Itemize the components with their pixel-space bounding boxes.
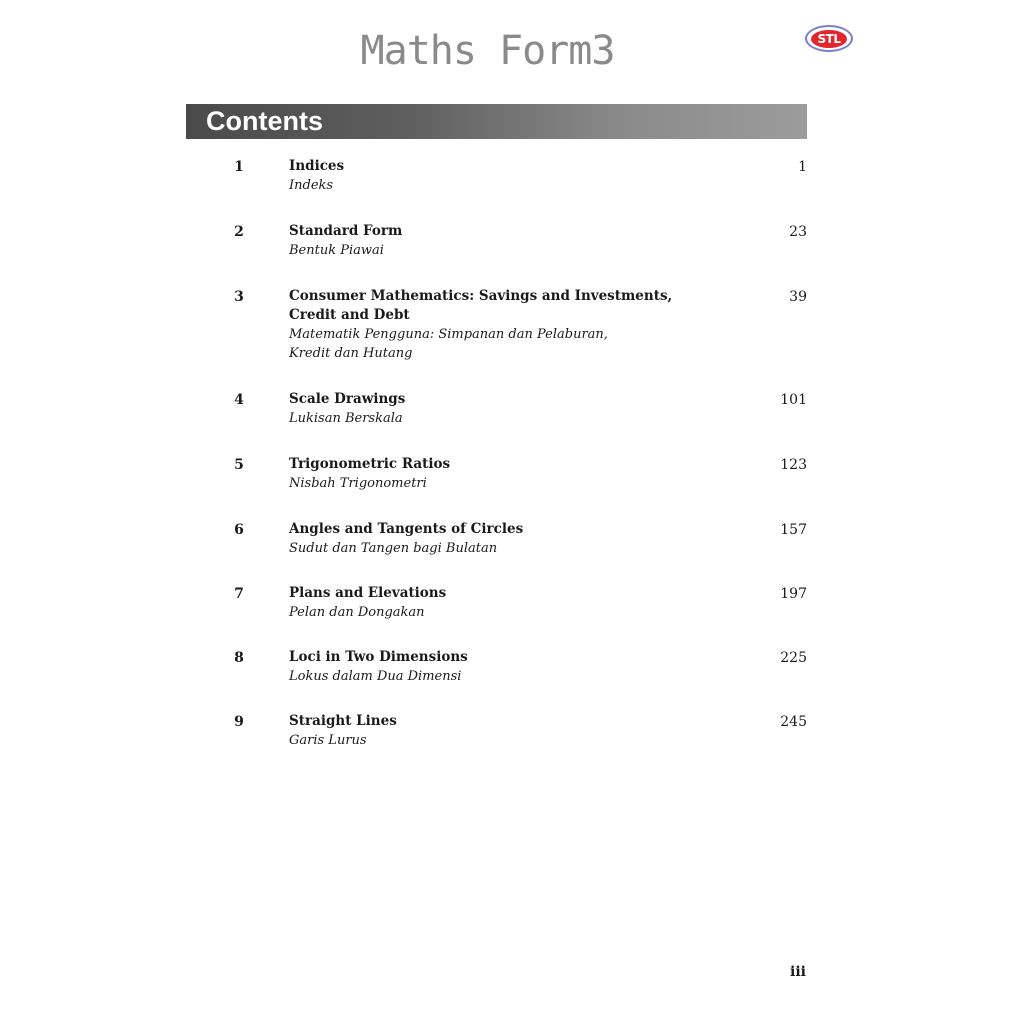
- stl-logo: [805, 25, 853, 52]
- toc-entry-number: 2: [234, 224, 244, 240]
- toc-entry-title: Trigonometric Ratios: [289, 456, 451, 472]
- toc-entry-number: 8: [234, 650, 244, 666]
- toc-entry-number: 6: [234, 522, 244, 538]
- toc-entry-title-continued: Credit and Debt: [289, 307, 410, 323]
- stl-logo-text: STL: [811, 30, 847, 48]
- page-number: iii: [790, 964, 806, 980]
- toc-entry-number: 9: [234, 714, 244, 730]
- toc-entry-page: 157: [780, 522, 807, 538]
- toc-entry-title: Straight Lines: [289, 713, 397, 729]
- toc-entry-page: 245: [780, 714, 807, 730]
- contents-heading: Contents: [206, 106, 323, 136]
- page-title: Maths Form3: [360, 28, 615, 74]
- toc-entry-title: Consumer Mathematics: Savings and Investments,: [289, 288, 673, 304]
- toc-entry-subtitle: Sudut dan Tangen bagi Bulatan: [289, 541, 498, 556]
- toc-entry-subtitle: Bentuk Piawai: [289, 243, 384, 258]
- toc-entry-title: Plans and Elevations: [289, 585, 447, 601]
- toc-entry-subtitle: Garis Lurus: [289, 733, 367, 748]
- toc-entry-number: 3: [234, 289, 244, 305]
- toc-entry-number: 7: [234, 586, 244, 602]
- toc-entry-title: Indices: [289, 158, 345, 174]
- toc-entry-page: 197: [780, 586, 807, 602]
- toc-entry-page: 101: [780, 392, 807, 408]
- toc-entry-subtitle: Lukisan Berskala: [289, 411, 403, 426]
- toc-entry-page: 23: [789, 224, 807, 240]
- toc-entry-number: 4: [234, 392, 244, 408]
- toc-entry-title: Scale Drawings: [289, 391, 406, 407]
- toc-entry-number: 5: [234, 457, 244, 473]
- toc-entry-page: 123: [780, 457, 807, 473]
- toc-entry-subtitle: Indeks: [289, 178, 334, 193]
- toc-entry-page: 1: [798, 159, 807, 175]
- toc-entry-page: 225: [780, 650, 807, 666]
- toc-entry-title: Loci in Two Dimensions: [289, 649, 468, 665]
- toc-entry-title: Angles and Tangents of Circles: [289, 521, 524, 537]
- contents-banner: [186, 104, 807, 139]
- toc-entry-subtitle: Nisbah Trigonometri: [289, 476, 427, 491]
- toc-entry-subtitle: Pelan dan Dongakan: [289, 605, 425, 620]
- toc-entry-subtitle: Lokus dalam Dua Dimensi: [289, 669, 462, 684]
- toc-entry-number: 1: [234, 159, 244, 175]
- toc-entry-page: 39: [789, 289, 807, 305]
- toc-entry-subtitle: Matematik Pengguna: Simpanan dan Pelaburan,: [289, 327, 608, 342]
- toc-entry-subtitle-continued: Kredit dan Hutang: [289, 346, 413, 361]
- toc-entry-title: Standard Form: [289, 223, 403, 239]
